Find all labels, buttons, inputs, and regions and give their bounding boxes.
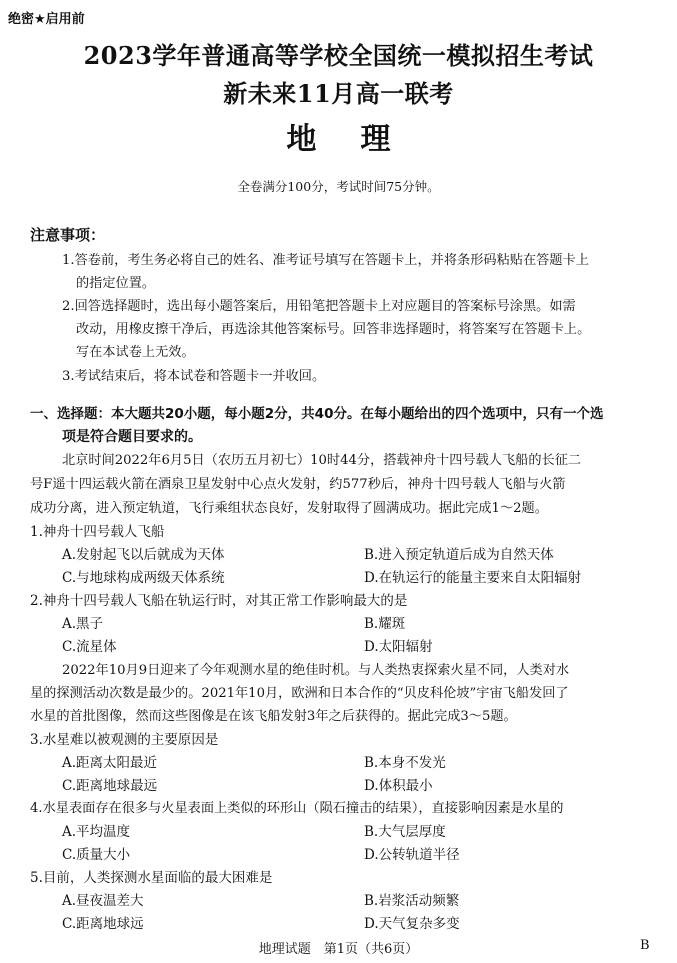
passage1-line3: 成功分离，进入预定轨道，飞行乘组状态良好，发射取得了圆满成功。据此完成1～2题。 xyxy=(30,501,548,516)
q2-option-b: B.耀斑 xyxy=(364,616,406,632)
passage1-line2: 号F遥十四运载火箭在酒泉卫星发射中心点火发射，约577秒后，神舟十四号载人飞船与火箭 xyxy=(30,477,566,492)
q1-option-a: A.发射起飞以后就成为天体 xyxy=(62,547,225,563)
exam-title-line1: 2023学年普通高等学校全国统一模拟招生考试 xyxy=(83,41,594,70)
footer-page-info: 地理试题 第1页（共6页） xyxy=(258,942,419,957)
q4-option-c: C.质量大小 xyxy=(62,847,131,863)
passage2-line3: 水星的首批图像，然而这些图像是在该飞船发射3年之后获得的。据此完成3～5题。 xyxy=(30,709,517,724)
q2-option-d: D.太阳辐射 xyxy=(364,639,433,655)
q5-option-a: A.昼夜温差大 xyxy=(62,893,144,909)
q3-option-d: D.体积最小 xyxy=(364,778,433,794)
q5-stem: 5.目前，人类探测水星面临的最大困难是 xyxy=(30,870,273,886)
passage2-line1: 2022年10月9日迎来了今年观测水星的绝佳时机。与人类热衷探索火星不同，人类对水 xyxy=(62,663,570,678)
q3-option-b: B.本身不发光 xyxy=(364,755,446,771)
q2-option-c: C.流星体 xyxy=(62,639,117,655)
passage1-line1: 北京时间2022年6月5日（农历五月初七）10时44分，搭载神舟十四号载人飞船的长征二 xyxy=(62,453,582,468)
q4-option-a: A.平均温度 xyxy=(62,824,131,840)
q1-option-c: C.与地球构成两级天体系统 xyxy=(62,570,225,586)
notice-item-3: 3.考试结束后，将本试卷和答题卡一并收回。 xyxy=(62,369,326,384)
notice-item-2-line1: 2.回答选择题时，选出每小题答案后，用铅笔把答题卡上对应题目的答案标号涂黑。如需 xyxy=(62,299,576,314)
q4-option-d: D.公转轨道半径 xyxy=(364,847,460,863)
q1-option-b: B.进入预定轨道后成为自然天体 xyxy=(364,547,554,563)
notice-heading: 注意事项： xyxy=(30,226,106,244)
q4-option-b: B.大气层厚度 xyxy=(364,824,446,840)
q3-option-c: C.距离地球最远 xyxy=(62,778,158,794)
section-heading-line2: 项是符合题目要求的。 xyxy=(62,429,202,445)
exam-title-line2: 新未来11月高一联考 xyxy=(223,79,454,108)
q2-stem: 2.神舟十四号载人飞船在轨运行时，对其正常工作影响最大的是 xyxy=(30,593,408,609)
q1-stem: 1.神舟十四号载人飞船 xyxy=(30,524,165,540)
q3-stem: 3.水星难以被观测的主要原因是 xyxy=(30,732,219,748)
notice-item-2-line3: 写在本试卷上无效。 xyxy=(76,345,195,360)
q5-option-b: B.岩浆活动频繁 xyxy=(364,893,460,909)
q5-option-c: C.距离地球远 xyxy=(62,916,144,932)
subject-title: 地理 xyxy=(286,122,435,157)
q4-stem: 4.水星表面存在很多与火星表面上类似的环形山（陨石撞击的结果），直接影响因素是水星的 xyxy=(30,801,564,816)
q1-option-d: D.在轨运行的能量主要来自太阳辐射 xyxy=(364,570,582,586)
footer-version: B xyxy=(640,938,650,953)
secret-label: 绝密★启用前 xyxy=(8,12,85,27)
notice-item-1-line1: 1.答卷前，考生务必将自己的姓名、准考证号填写在答题卡上，并将条形码粘贴在答题卡上 xyxy=(62,253,589,268)
passage2-line2: 星的探测活动次数是最少的。2021年10月，欧洲和日本合作的“贝皮科伦坡”宇宙飞船发回了 xyxy=(30,686,569,701)
score-info: 全卷满分100分，考试时间75分钟。 xyxy=(237,179,440,194)
q3-option-a: A.距离太阳最近 xyxy=(62,755,158,771)
q5-option-d: D.天气复杂多变 xyxy=(364,916,460,932)
section-heading-line1: 一、选择题：本大题共20小题，每小题2分，共40分。在每小题给出的四个选项中，只有一个选 xyxy=(30,406,604,422)
notice-item-2-line2: 改动，用橡皮擦干净后，再选涂其他答案标号。回答非选择题时，将答案写在答题卡上。 xyxy=(76,322,591,337)
notice-item-1-line2: 的指定位置。 xyxy=(76,276,156,291)
q2-option-a: A.黑子 xyxy=(62,616,104,632)
